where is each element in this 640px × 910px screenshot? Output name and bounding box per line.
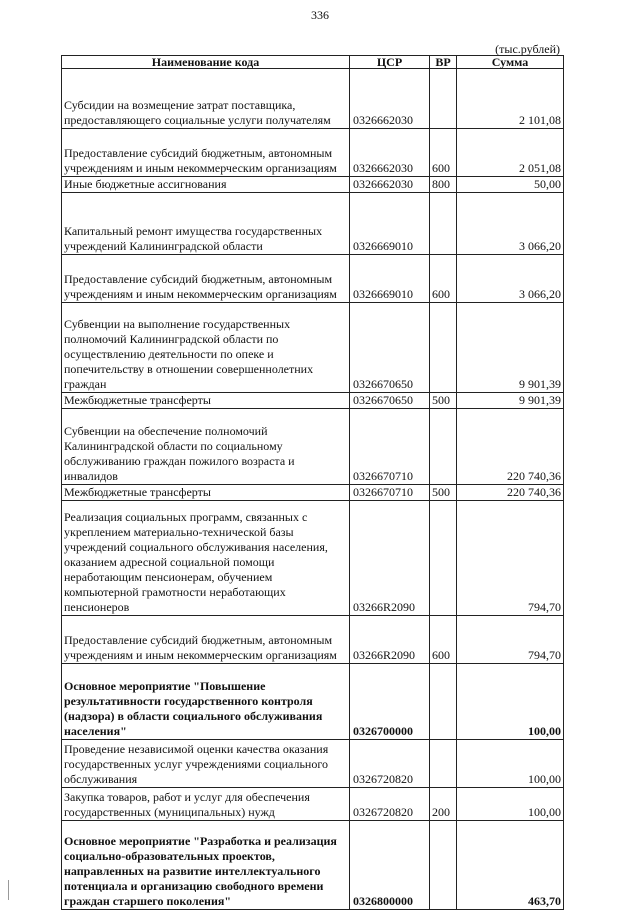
row-name: Субвенции на выполнение государственных полномочий Калининградской области по осуществлению деятельности по опеке и попечительству в отношении совершеннолетних граждан <box>62 303 350 393</box>
row-name: Закупка товаров, работ и услуг для обеспечения государственных (муниципальных) нужд <box>62 788 350 821</box>
table-row <box>62 255 564 303</box>
row-sum: 2 101,08 <box>457 69 564 129</box>
row-name: Основное мероприятие "Разработка и реализация социально-образовательных проектов, направленных на развитие интеллектуального потенциала и организацию свободного времени граждан старшего поколения" <box>62 821 350 910</box>
row-vr <box>430 821 457 910</box>
row-csr: 0326720820 <box>350 740 430 788</box>
table-header-row <box>62 56 564 69</box>
table-row <box>62 616 564 664</box>
row-vr <box>430 69 457 129</box>
row-sum: 100,00 <box>457 740 564 788</box>
row-vr <box>430 409 457 485</box>
row-vr <box>430 193 457 255</box>
row-vr: 600 <box>430 129 457 177</box>
row-vr <box>430 664 457 740</box>
row-sum: 100,00 <box>457 788 564 821</box>
row-vr <box>430 303 457 393</box>
row-sum: 9 901,39 <box>457 303 564 393</box>
row-csr: 0326669010 <box>350 193 430 255</box>
row-sum: 794,70 <box>457 616 564 664</box>
row-csr: 03266R2090 <box>350 501 430 616</box>
row-name: Проведение независимой оценки качества оказания государственных услуг учреждениями социального обслуживания <box>62 740 350 788</box>
page-number: 336 <box>311 8 329 22</box>
row-csr: 0326720820 <box>350 788 430 821</box>
row-vr: 500 <box>430 485 457 501</box>
table-row <box>62 501 564 616</box>
table-row <box>62 393 564 409</box>
row-vr: 500 <box>430 393 457 409</box>
row-name: Предоставление субсидий бюджетным, автономным учреждениям и иным некоммерческим организациям <box>62 255 350 303</box>
row-name: Капитальный ремонт имущества государственных учреждений Калининградской области <box>62 193 350 255</box>
row-vr <box>430 740 457 788</box>
table-row <box>62 193 564 255</box>
row-sum: 794,70 <box>457 501 564 616</box>
table-row <box>62 485 564 501</box>
row-csr: 0326800000 <box>350 821 430 910</box>
table-row <box>62 821 564 910</box>
row-sum: 50,00 <box>457 177 564 193</box>
row-sum: 220 740,36 <box>457 409 564 485</box>
header-name: Наименование кода <box>62 56 350 69</box>
row-name: Реализация социальных программ, связанных с укреплением материально-технической базы учреждений социального обслуживания населения, оказанием адресной социальной помощи неработающим пенсионерам, обучением компьютерной грамотности неработающих пенсионеров <box>62 501 350 616</box>
row-name: Предоставление субсидий бюджетным, автономным учреждениям и иным некоммерческим организациям <box>62 616 350 664</box>
budget-table <box>61 55 564 910</box>
row-name: Межбюджетные трансферты <box>62 393 350 409</box>
row-sum: 9 901,39 <box>457 393 564 409</box>
row-csr: 0326670650 <box>350 303 430 393</box>
table-row <box>62 177 564 193</box>
table-row <box>62 69 564 129</box>
row-sum: 463,70 <box>457 821 564 910</box>
row-vr <box>430 501 457 616</box>
row-csr: 0326669010 <box>350 255 430 303</box>
row-csr: 0326662030 <box>350 69 430 129</box>
row-name: Основное мероприятие "Повышение результативности государственного контроля (надзора) в области социального обслуживания населения" <box>62 664 350 740</box>
row-name: Предоставление субсидий бюджетным, автономным учреждениям и иным некоммерческим организациям <box>62 129 350 177</box>
row-csr: 0326662030 <box>350 177 430 193</box>
table-row <box>62 129 564 177</box>
header-vr: ВР <box>430 56 457 69</box>
row-vr: 600 <box>430 616 457 664</box>
row-name: Субвенции на обеспечение полномочий Калининградской области по социальному обслуживанию граждан пожилого возраста и инвалидов <box>62 409 350 485</box>
table-row <box>62 788 564 821</box>
unit-label: (тыс.рублей) <box>495 42 560 56</box>
row-name: Межбюджетные трансферты <box>62 485 350 501</box>
margin-mark <box>8 880 9 900</box>
row-csr: 0326700000 <box>350 664 430 740</box>
table-row <box>62 303 564 393</box>
table-row <box>62 409 564 485</box>
row-csr: 0326670650 <box>350 393 430 409</box>
row-vr: 800 <box>430 177 457 193</box>
row-sum: 2 051,08 <box>457 129 564 177</box>
row-csr: 0326670710 <box>350 485 430 501</box>
row-sum: 3 066,20 <box>457 193 564 255</box>
row-vr: 600 <box>430 255 457 303</box>
table-row <box>62 740 564 788</box>
row-csr: 0326670710 <box>350 409 430 485</box>
row-name: Иные бюджетные ассигнования <box>62 177 350 193</box>
row-csr: 03266R2090 <box>350 616 430 664</box>
header-csr: ЦСР <box>350 56 430 69</box>
row-sum: 3 066,20 <box>457 255 564 303</box>
header-sum: Сумма <box>457 56 564 69</box>
row-vr: 200 <box>430 788 457 821</box>
row-name: Субсидии на возмещение затрат поставщика, предоставляющего социальные услуги получателям <box>62 69 350 129</box>
row-sum: 100,00 <box>457 664 564 740</box>
row-csr: 0326662030 <box>350 129 430 177</box>
row-sum: 220 740,36 <box>457 485 564 501</box>
table-row <box>62 664 564 740</box>
